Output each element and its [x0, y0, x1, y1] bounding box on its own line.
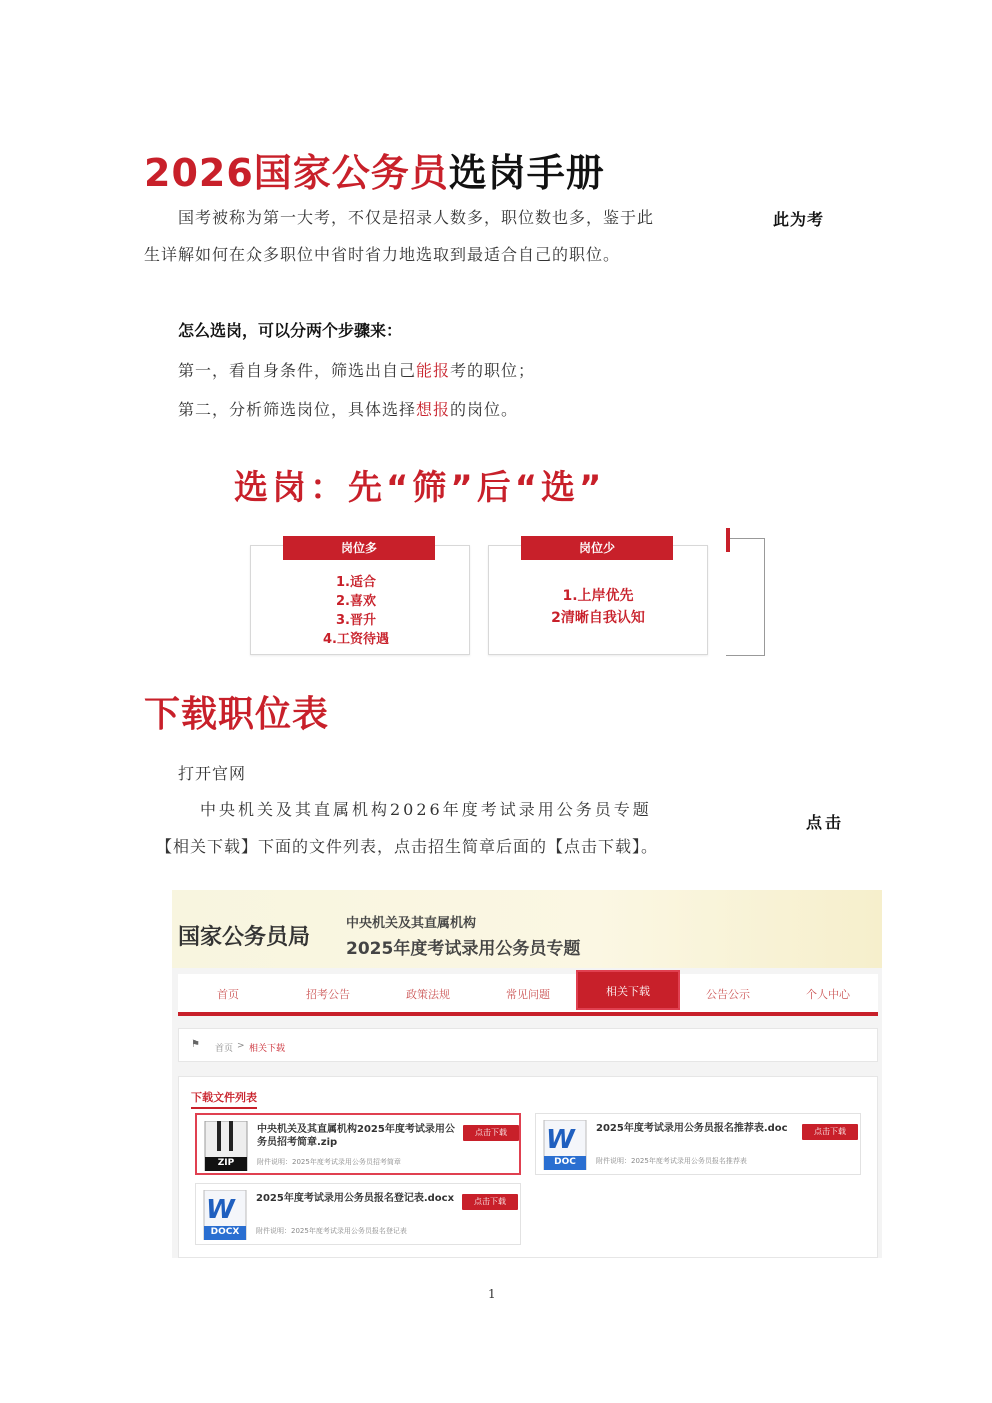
diagram-item: 1.适合	[336, 575, 376, 590]
file-type-label: DOCX	[210, 1227, 240, 1237]
file-name[interactable]: 2025年度考试录用公务员报名登记表.docx	[256, 1193, 455, 1204]
step-2-highlight: 想报	[416, 400, 451, 419]
zip-file-icon	[203, 1121, 249, 1171]
diagram-box-few-head: 岗位少	[521, 536, 673, 560]
nav-downloads[interactable]: 相关下载	[576, 970, 680, 1010]
diagram-title: 选岗：先“筛”后“选”	[234, 468, 606, 508]
page-title	[144, 142, 605, 197]
diagram-item: 2.喜欢	[336, 594, 376, 609]
site-header	[172, 890, 882, 968]
step-1-highlight: 能报	[416, 361, 451, 380]
section-title: 下载职位表	[144, 694, 330, 735]
download-button[interactable]: 点击下载	[463, 1125, 519, 1141]
breadcrumb-sep: >	[237, 1041, 245, 1051]
diagram-item: 3.晋升	[336, 613, 376, 628]
section-p3: 【相关下载】下面的文件列表，点击招生简章后面的【点击下载】。	[156, 837, 659, 856]
file-item	[195, 1183, 521, 1245]
file-description: 附件说明：2025年度考试录用公务员报名推荐表	[596, 1157, 747, 1165]
section-p2-right: 点击	[806, 813, 845, 832]
nav-notices[interactable]: 公告公示	[706, 988, 750, 1001]
step-2	[178, 397, 518, 420]
nav-faq[interactable]: 常见问题	[506, 988, 550, 1001]
diagram-box-few-items	[520, 585, 676, 629]
site-subtitle-1: 中央机关及其直属机构	[346, 916, 477, 931]
diagram-item: 1.上岸优先	[562, 588, 634, 604]
file-type-label: DOC	[554, 1157, 576, 1167]
title-red-part: 2026国家公务员	[144, 151, 449, 195]
file-item	[195, 1113, 521, 1175]
svg-text:W: W	[546, 1125, 575, 1155]
breadcrumb-current: 相关下载	[249, 1044, 286, 1054]
site-nav	[178, 974, 878, 1016]
title-black-part: 选岗手册	[448, 151, 605, 195]
diagram-box-many-head: 岗位多	[283, 536, 435, 560]
download-list	[178, 1076, 878, 1258]
website-screenshot	[172, 890, 882, 1258]
step-2-pre: 第二，分析筛选岗位，具体选择	[178, 400, 417, 419]
file-name[interactable]: 2025年度考试录用公务员报名推荐表.doc	[596, 1123, 788, 1134]
nav-announcements[interactable]: 招考公告	[306, 988, 350, 1001]
diagram-item: 2清晰自我认知	[551, 610, 645, 626]
nav-home[interactable]: 首页	[217, 988, 239, 1001]
nav-policy[interactable]: 政策法规	[406, 988, 450, 1001]
intro-line-1: 国考被称为第一大考，不仅是招录人数多，职位数也多，鉴于此	[178, 208, 655, 227]
list-title: 下载文件列表	[191, 1089, 257, 1109]
step-1-pre: 第一，看自身条件，筛选出自己	[178, 361, 417, 380]
step-2-post: 的岗位。	[450, 400, 519, 419]
file-name[interactable]: 中央机关及其直属机构2025年度考试录用公务员招考简章.zip	[257, 1124, 455, 1148]
file-description: 附件说明：2025年度考试录用公务员报名登记表	[256, 1227, 407, 1235]
download-button[interactable]: 点击下载	[462, 1194, 518, 1210]
intro-line-1-right: 此为考	[773, 210, 825, 229]
site-subtitle-2: 2025年度考试录用公务员专题	[346, 939, 581, 959]
diagram-box-partial-mark	[726, 528, 730, 552]
intro-line-2: 生详解如何在众多职位中省时省力地选取到最适合自己的职位。	[144, 245, 621, 264]
home-icon: ⚑	[191, 1039, 200, 1050]
download-button[interactable]: 点击下载	[802, 1124, 858, 1140]
svg-text:W: W	[206, 1195, 235, 1225]
site-brand: 国家公务员局	[178, 925, 311, 950]
step-1-post: 考的职位；	[450, 361, 536, 380]
word-docx-icon	[202, 1190, 248, 1240]
breadcrumb	[178, 1028, 878, 1062]
nav-personal-center[interactable]: 个人中心	[806, 988, 850, 1001]
diagram-box-partial	[726, 538, 765, 656]
file-type-label: ZIP	[217, 1158, 235, 1168]
step-1	[178, 358, 535, 381]
word-doc-icon	[542, 1120, 588, 1170]
diagram-box-many-items	[300, 573, 412, 649]
section-p1: 打开官网	[178, 764, 247, 783]
file-item	[535, 1113, 861, 1175]
breadcrumb-home[interactable]: 首页	[215, 1044, 234, 1054]
section-p2: 中央机关及其直属机构2026年度考试录用公务员专题	[200, 800, 652, 819]
diagram-item: 4.工资待遇	[323, 632, 389, 647]
file-description: 附件说明：2025年度考试录用公务员招考简章	[257, 1158, 401, 1166]
steps-heading: 怎么选岗，可以分两个步骤来：	[178, 321, 403, 340]
page-number: 1	[488, 1287, 496, 1301]
